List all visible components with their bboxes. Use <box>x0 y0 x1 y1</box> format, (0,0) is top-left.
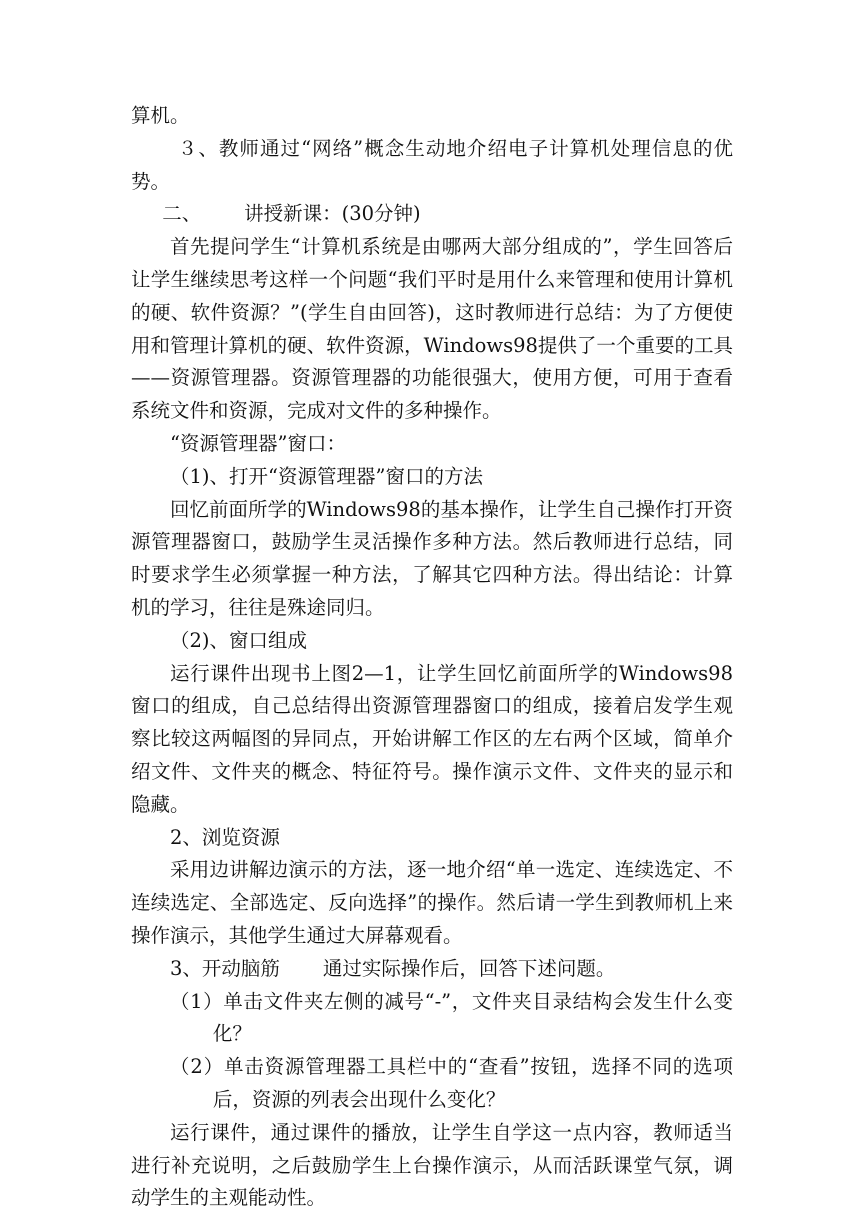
subheading-window-parts: （2)、窗口组成 <box>170 628 308 652</box>
subheading-browse: 2、浏览资源 <box>170 825 280 849</box>
question-1: （1）单击文件夹左侧的减号“-”，文件夹目录结构会发生什么变化？ <box>170 989 733 1046</box>
question-2: （2）单击资源管理器工具栏中的“查看”按钮，选择不同的选项后，资源的列表会出现什么变化？ <box>170 1055 733 1111</box>
subheading-explorer-window: “资源管理器”窗口： <box>170 431 346 455</box>
brainstorm-label: 3、开动脑筋 <box>170 956 280 980</box>
section-heading-2 <box>131 198 733 231</box>
section-title: 讲授新课：(30分钟) <box>244 202 421 226</box>
subheading-brainstorm <box>131 953 733 986</box>
paragraph-window-parts: 运行课件出现书上图2—1，让学生回忆前面所学的Windows98窗口的组成，自己总结得出资源管理器窗口的组成，接着启发学生观察比较这两幅图的异同点，开始讲解工作区的左右两个区域，简单介绍文件、文件夹的概念、特征符号。操作演示文件、文件夹的显示和隐藏。 <box>131 661 733 816</box>
document-body <box>131 100 733 1215</box>
paragraph-continuation: 算机。 <box>131 104 190 127</box>
subheading-open-method: （1)、打开“资源管理器”窗口的方法 <box>170 464 483 488</box>
paragraph-item-3: ３、教师通过“网络”概念生动地介绍电子计算机处理信息的优势。 <box>131 136 733 193</box>
paragraph-open-method: 回忆前面所学的Windows98的基本操作，让学生自己操作打开资源管理器窗口，鼓励学生灵活操作多种方法。然后教师进行总结，同时要求学生必须掌握一种方法，了解其它四种方法。得出结论：计算机的学习，往往是殊途同归。 <box>131 497 733 619</box>
section-number: 二、 <box>162 202 202 226</box>
brainstorm-text: 通过实际操作后，回答下述问题。 <box>322 956 616 980</box>
paragraph-closing: 运行课件，通过课件的播放，让学生自学这一点内容，教师适当进行补充说明，之后鼓励学生上台操作演示，从而活跃课堂气氛，调动学生的主观能动性。 <box>131 1120 733 1210</box>
paragraph-intro: 首先提问学生“计算机系统是由哪两大部分组成的”，学生回答后让学生继续思考这样一个问题“我们平时是用什么来管理和使用计算机的硬、软件资源？”(学生自由回答)，这时教师进行总结：为了方便使用和管理计算机的硬、软件资源，Windows98提供了一个重要的工具——资源管理器。资源管理器的功能很强大，使用方便，可用于查看系统文件和资源，完成对文件的多种操作。 <box>131 235 733 423</box>
paragraph-browse: 采用边讲解边演示的方法，逐一地介绍“单一选定、连续选定、不连续选定、全部选定、反向选择”的操作。然后请一学生到教师机上来操作演示，其他学生通过大屏幕观看。 <box>131 858 733 947</box>
